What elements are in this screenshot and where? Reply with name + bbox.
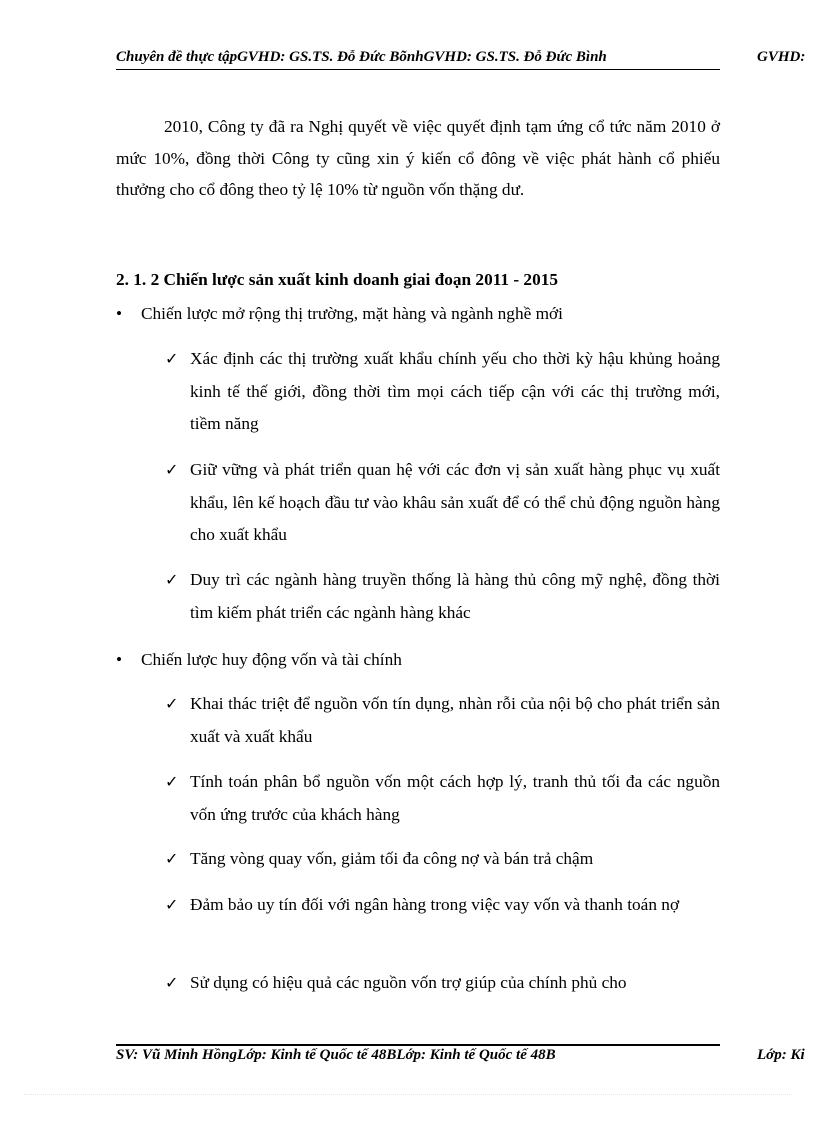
check-item: [165, 889, 720, 922]
bullet-icon: •: [116, 650, 123, 669]
checkmark-icon: ✓: [165, 460, 179, 479]
check-item-text: Tính toán phân bổ nguồn vốn một cách hợp lý, tranh thủ tối đa các nguồn vốn ứng trước của khách hàng: [190, 772, 720, 824]
check-item-text: Duy trì các ngành hàng truyền thống là hàng thủ công mỹ nghệ, đồng thời tìm kiếm phát triển các ngành hàng khác: [190, 570, 720, 622]
page-header: [116, 49, 816, 66]
intro-paragraph: 2010, Công ty đã ra Nghị quyết về việc quyết định tạm ứng cổ tức năm 2010 ở mức 10%, đồng thời Công ty cũng xin ý kiến cổ đông về việc phát hành cổ phiếu thưởng cho cổ đông theo tỷ lệ 10% từ nguồn vốn thặng dư.: [116, 117, 720, 199]
bullet-text: Chiến lược mở rộng thị trường, mặt hàng và ngành nghề mới: [141, 304, 563, 323]
header-rule: [116, 69, 720, 70]
page-bottom-border: [24, 1094, 792, 1095]
header-right-text: GVHD:: [757, 49, 806, 65]
footer-left-text: SV: Vũ Minh HồngLớp: Kinh tế Quốc tế 48BLớp: Kinh tế Quốc tế 48B: [116, 1047, 556, 1063]
bullet-icon: •: [116, 304, 123, 323]
check-item-text: Khai thác triệt để nguồn vốn tín dụng, nhàn rỗi của nội bộ cho phát triển sản xuất và xuất khẩu: [190, 694, 720, 746]
check-item: [165, 766, 720, 831]
check-item-text: Đảm bảo uy tín đối với ngân hàng trong việc vay vốn và thanh toán nợ: [190, 895, 680, 914]
checkmark-icon: ✓: [165, 772, 179, 791]
checkmark-icon: ✓: [165, 694, 179, 713]
checkmark-icon: ✓: [165, 973, 179, 992]
check-item-text: Tăng vòng quay vốn, giảm tối đa công nợ và bán trả chậm: [190, 849, 594, 868]
check-item: [165, 564, 720, 629]
checkmark-icon: ✓: [165, 895, 179, 914]
check-item-text: Sử dụng có hiệu quả các nguồn vốn trợ giúp của chính phủ cho: [190, 973, 627, 992]
footer-rule: [116, 1044, 720, 1046]
header-left-text: Chuyên đề thực tậpGVHD: GS.TS. Đỗ Đức BõnhGVHD: GS.TS. Đỗ Đức Bình: [116, 49, 607, 65]
footer-right-text: Lớp: Ki: [757, 1047, 805, 1063]
check-item-text: Xác định các thị trường xuất khẩu chính yếu cho thời kỳ hậu khủng hoảng kinh tế thế giới, đồng thời tìm mọi cách tiếp cận với các thị trường mới, tiềm năng: [190, 349, 720, 433]
check-item: [165, 343, 720, 441]
page-footer: [116, 1047, 816, 1064]
check-item: [165, 967, 720, 1000]
check-item: [165, 688, 720, 753]
check-item: [165, 843, 720, 876]
bullet-text: Chiến lược huy động vốn và tài chính: [141, 650, 402, 669]
checkmark-icon: ✓: [165, 849, 179, 868]
checkmark-icon: ✓: [165, 349, 179, 368]
check-item: [165, 454, 720, 552]
section-heading: 2. 1. 2 Chiến lược sản xuất kinh doanh giai đoạn 2011 - 2015: [116, 270, 558, 289]
check-item-text: Giữ vững và phát triển quan hệ với các đơn vị sản xuất hàng phục vụ xuất khẩu, lên kế hoạch đầu tư vào khâu sản xuất để có thể chủ động nguồn hàng cho xuất khẩu: [190, 460, 720, 544]
checkmark-icon: ✓: [165, 570, 179, 589]
